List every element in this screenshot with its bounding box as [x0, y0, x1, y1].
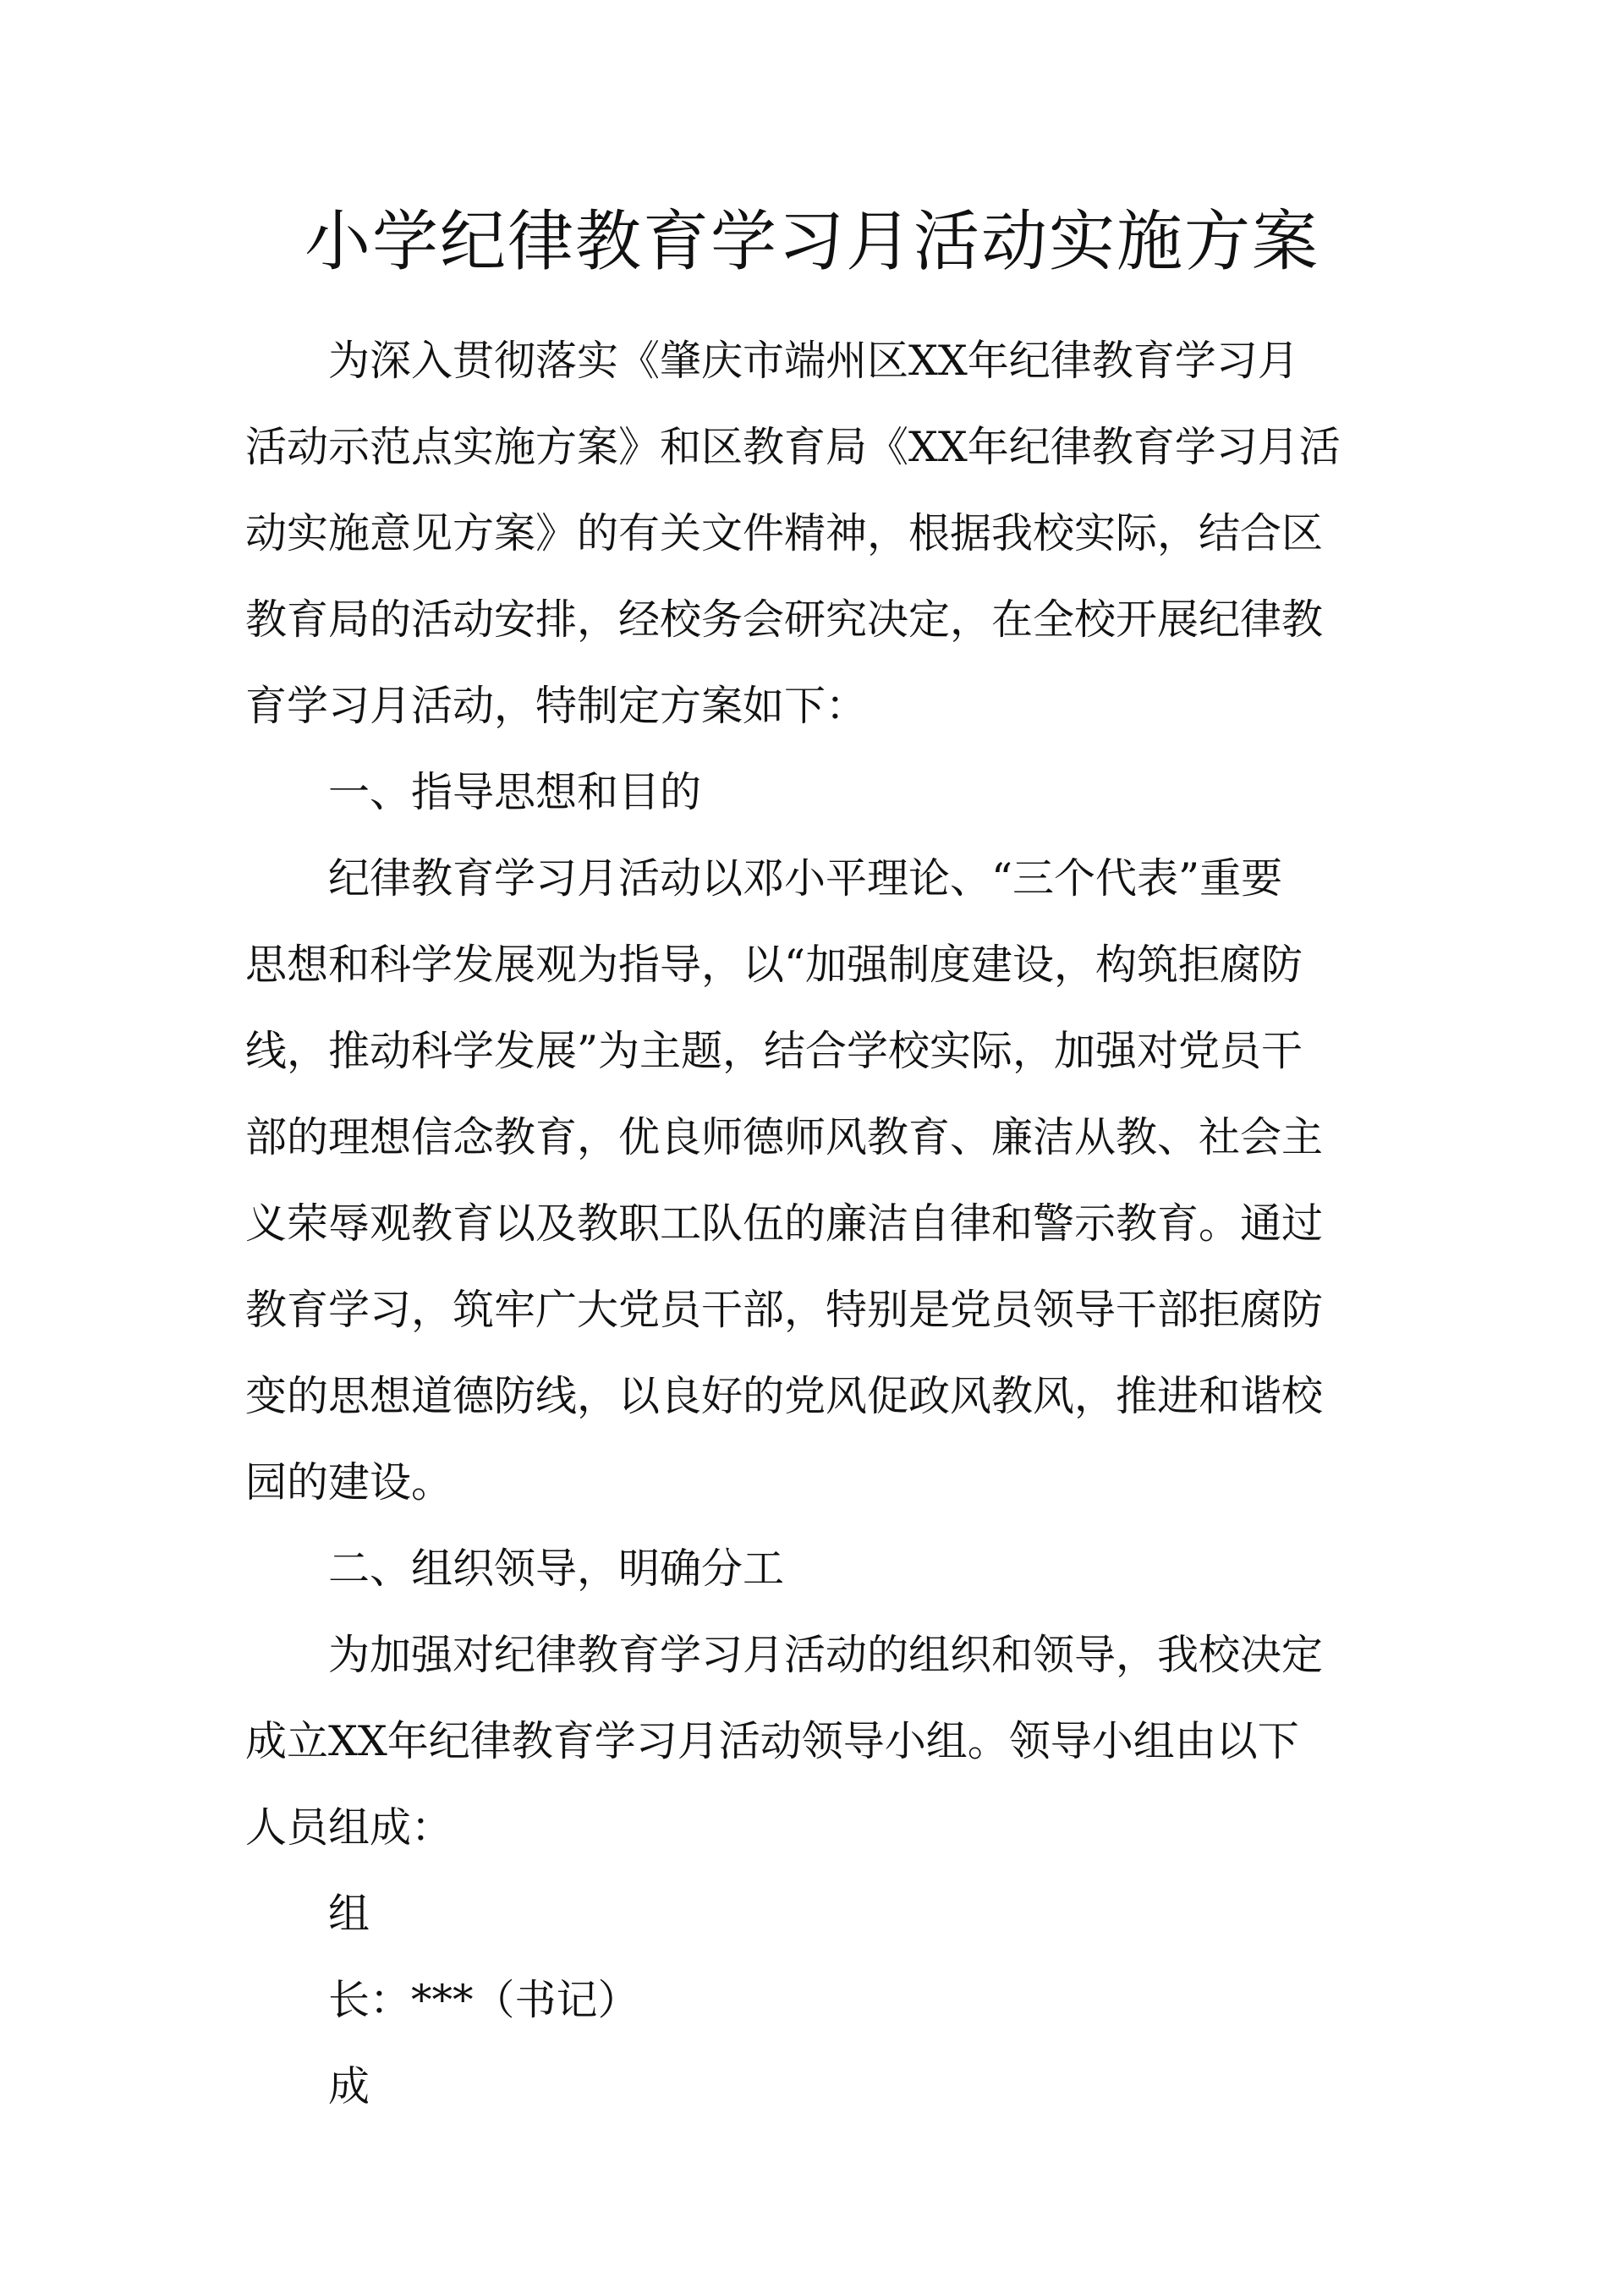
intro-paragraph: [245, 318, 1380, 749]
paragraph-line: 园的建设。: [245, 1458, 453, 1506]
paragraph-line: 变的思想道德防线，以良好的党风促政风教风，推进和谐校: [245, 1372, 1324, 1420]
section-heading-text: 一、指导思想和目的: [245, 768, 702, 816]
section-2-heading: [245, 1526, 1380, 1612]
member-line: 组: [245, 1890, 370, 1938]
paragraph-line: 为加强对纪律教育学习月活动的组织和领导，我校决定: [245, 1631, 1324, 1679]
paragraph-line: 成立XX年纪律教育学习月活动领导小组。领导小组由以下: [245, 1717, 1299, 1765]
paragraph-line: 义荣辱观教育以及教职工队伍的廉洁自律和警示教育。通过: [245, 1199, 1324, 1248]
paragraph-line: 活动示范点实施方案》和区教育局《XX年纪律教育学习月活: [245, 423, 1341, 471]
members-list: [245, 1871, 1380, 2130]
paragraph-line: 教育局的活动安排，经校务会研究决定，在全校开展纪律教: [245, 595, 1324, 644]
paragraph-line: 育学习月活动，特制定方案如下：: [245, 682, 868, 730]
paragraph-line: 纪律教育学习月活动以邓小平理论、“三个代表”重要: [245, 854, 1283, 903]
paragraph-line: 线，推动科学发展”为主题，结合学校实际，加强对党员干: [245, 1027, 1303, 1075]
paragraph-line: 部的理想信念教育，优良师德师风教育、廉洁从教、社会主: [245, 1113, 1324, 1161]
member-line: 长：***（书记）: [245, 1976, 639, 2024]
document-title: 小学纪律教育学习月活动实施方案: [304, 204, 1320, 280]
section-1-paragraph: [245, 836, 1380, 1526]
paragraph-line: 思想和科学发展观为指导，以“加强制度建设，构筑拒腐防: [245, 941, 1303, 989]
section-heading-text: 二、组织领导，明确分工: [245, 1545, 785, 1593]
paragraph-line: 人员组成：: [245, 1803, 453, 1852]
paragraph-line: 教育学习，筑牢广大党员干部，特别是党员领导干部拒腐防: [245, 1286, 1324, 1334]
section-2-paragraph: [245, 1612, 1380, 1871]
member-line: 成: [245, 2062, 370, 2110]
paragraph-line: 为深入贯彻落实《肇庆市端州区XX年纪律教育学习月: [245, 337, 1299, 385]
paragraph-line: 动实施意见方案》的有关文件精神，根据我校实际，结合区: [245, 509, 1324, 557]
section-1-heading: [245, 749, 1380, 836]
